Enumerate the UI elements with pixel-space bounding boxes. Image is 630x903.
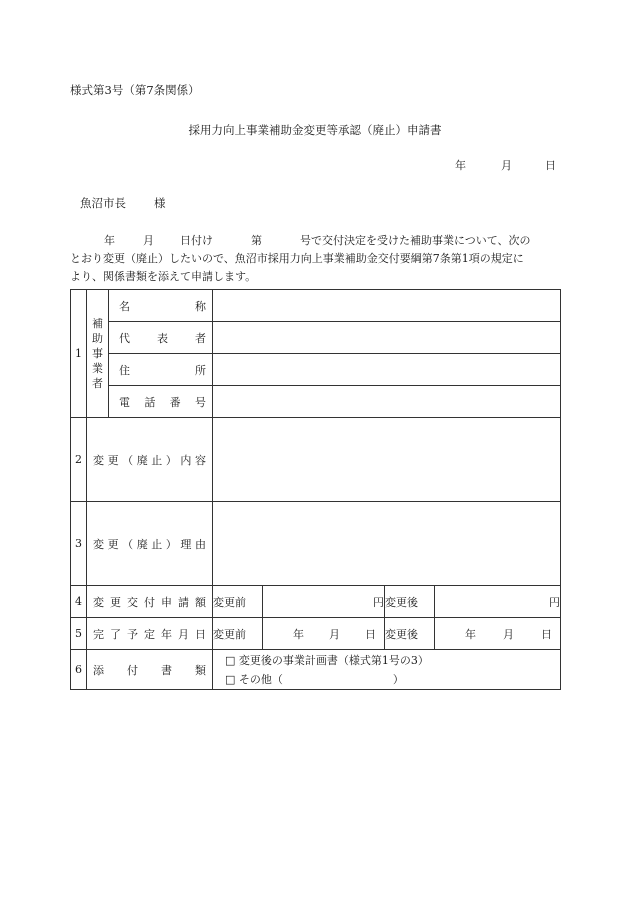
address-field[interactable] bbox=[213, 354, 561, 386]
attachments-options bbox=[213, 650, 561, 690]
phone-field[interactable] bbox=[213, 386, 561, 418]
completion-date-label: 完 了 予 定 年 月 日 bbox=[87, 618, 213, 650]
row-representative bbox=[71, 322, 561, 354]
date-before-label: 変更前 bbox=[213, 618, 263, 650]
application-date bbox=[455, 157, 556, 173]
document-title: 採用力向上事業補助金変更等承認（廃止）申請書 bbox=[188, 123, 442, 137]
row-change-reason bbox=[71, 502, 561, 586]
checkbox-icon[interactable]: □ bbox=[225, 653, 236, 667]
phone-label: 電 話 番 号 bbox=[109, 386, 213, 418]
row-phone bbox=[71, 386, 561, 418]
body-line-1 bbox=[70, 232, 562, 250]
form-number: 様式第3号（第7条関係） bbox=[70, 83, 200, 97]
name-label: 名 称 bbox=[109, 290, 213, 322]
row-2-number: 2 bbox=[71, 418, 87, 502]
attachment-option-plan-label: 変更後の事業計画書（様式第1号の3） bbox=[238, 653, 429, 667]
amount-before-label: 変更前 bbox=[213, 586, 263, 618]
body-year: 年 bbox=[104, 234, 115, 247]
addressee bbox=[80, 195, 166, 211]
body-month: 月 bbox=[143, 234, 154, 247]
row-applicant-name bbox=[71, 290, 561, 322]
amount-after-unit: 円 bbox=[549, 595, 560, 609]
row-attachments bbox=[71, 650, 561, 690]
addressee-honorific: 様 bbox=[154, 196, 166, 210]
checkbox-icon[interactable]: □ bbox=[225, 672, 236, 686]
attachment-option-other[interactable] bbox=[213, 670, 560, 689]
representative-field[interactable] bbox=[213, 322, 561, 354]
application-table bbox=[70, 289, 561, 690]
change-reason-label: 変 更 （ 廃 止 ） 理 由 bbox=[87, 502, 213, 586]
row-5-number: 5 bbox=[71, 618, 87, 650]
date-day: 日 bbox=[545, 159, 556, 172]
body-line-2: とおり変更（廃止）したいので、魚沼市採用力向上事業補助金交付要綱第7条第1項の規定に bbox=[70, 252, 524, 265]
row-6-number: 6 bbox=[71, 650, 87, 690]
row-grant-amount bbox=[71, 586, 561, 618]
date-before-field[interactable]: 年 月 日 bbox=[263, 618, 385, 650]
attachment-option-plan[interactable] bbox=[213, 651, 560, 670]
row-3-number: 3 bbox=[71, 502, 87, 586]
row-change-content bbox=[71, 418, 561, 502]
grant-amount-label: 変 更 交 付 申 請 額 bbox=[87, 586, 213, 618]
date-after-label: 変更後 bbox=[385, 618, 435, 650]
amount-before-field[interactable] bbox=[263, 586, 385, 618]
amount-before-unit: 円 bbox=[373, 595, 384, 609]
attachments-label: 添 付 書 類 bbox=[87, 650, 213, 690]
change-reason-field[interactable] bbox=[213, 502, 561, 586]
body-line-3: より、関係書類を添えて申請します。 bbox=[70, 270, 257, 283]
row-address bbox=[71, 354, 561, 386]
group-char: 者 bbox=[92, 377, 103, 390]
address-label: 住 所 bbox=[109, 354, 213, 386]
group-char: 助 bbox=[92, 332, 103, 345]
applicant-group-label bbox=[87, 290, 109, 418]
application-body bbox=[70, 232, 562, 286]
attachment-option-other-label: その他（ ） bbox=[238, 672, 404, 686]
row-1-number: 1 bbox=[71, 290, 87, 418]
group-char: 業 bbox=[92, 362, 103, 375]
group-char: 補 bbox=[92, 317, 103, 330]
date-year: 年 bbox=[455, 159, 466, 172]
amount-after-label: 変更後 bbox=[385, 586, 435, 618]
row-4-number: 4 bbox=[71, 586, 87, 618]
addressee-name: 魚沼市長 bbox=[80, 196, 126, 210]
change-content-field[interactable] bbox=[213, 418, 561, 502]
body-number-prefix: 第 bbox=[251, 234, 262, 247]
group-char: 事 bbox=[92, 347, 103, 360]
date-month: 月 bbox=[501, 159, 512, 172]
body-day: 日付け bbox=[180, 234, 213, 247]
body-line-1-rest: 号で交付決定を受けた補助事業について、次の bbox=[300, 234, 531, 247]
change-content-label: 変 更 （ 廃 止 ） 内 容 bbox=[87, 418, 213, 502]
representative-label: 代 表 者 bbox=[109, 322, 213, 354]
row-completion-date bbox=[71, 618, 561, 650]
date-after-field[interactable]: 年 月 日 bbox=[435, 618, 561, 650]
name-field[interactable] bbox=[213, 290, 561, 322]
amount-after-field[interactable] bbox=[435, 586, 561, 618]
